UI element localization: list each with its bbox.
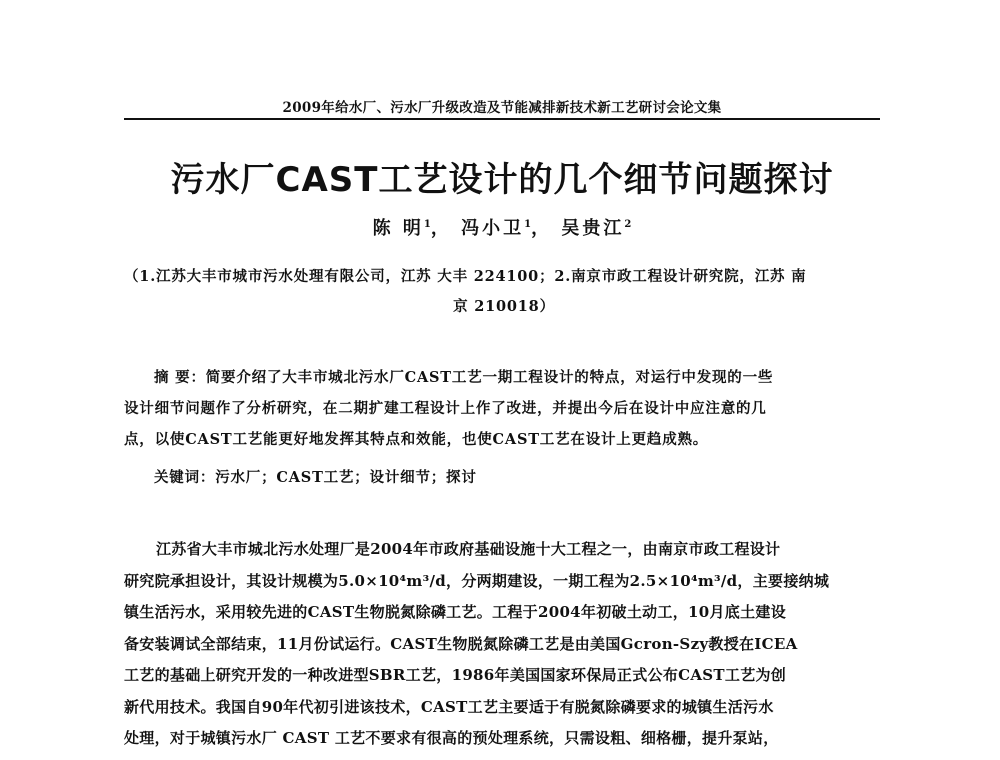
affiliation-line: 京 210018）: [453, 298, 555, 315]
body-paragraph: [124, 534, 884, 755]
keywords-label: 关键词：: [154, 469, 216, 486]
body-line: 新代用技术。我国自90年代初引进该技术，CAST工艺主要适于有脱氮除磷要求的城镇生活污水: [124, 697, 774, 716]
body-line: 工艺的基础上研究开发的一种改进型SBR工艺，1986年美国国家环保局正式公布CAST工艺为创: [124, 666, 787, 684]
author-name: 陈 明: [372, 218, 424, 239]
body-line: 江苏省大丰市城北污水处理厂是2004年市政府基础设施十大工程之一，由南京市政工程设计: [156, 540, 781, 558]
author-name: 吴贵江: [561, 218, 625, 239]
header-rule: [124, 118, 880, 120]
body-line: 研究院承担设计，其设计规模为5.0×10⁴m³/d，分两期建设，一期工程为2.5×10⁴m³/d，主要接纳城: [124, 571, 830, 590]
affiliation-line: （1.江苏大丰市城市污水处理有限公司，江苏 大丰 224100；2.南京市政工程设计研究院，江苏 南: [124, 268, 807, 285]
paper-title: 污水厂CAST工艺设计的几个细节问题探讨: [170, 160, 834, 200]
abstract: [124, 362, 884, 455]
abstract-label: 摘 要：: [154, 369, 206, 386]
abstract-line: 点，以使CAST工艺能更好地发挥其特点和效能，也使CAST工艺在设计上更趋成熟。: [124, 431, 709, 448]
author-list: 陈 明$^1$， 冯小卫$^1$， 吴贵江$^2$: [372, 218, 632, 239]
affiliation-mark: 1: [524, 219, 532, 230]
keywords: [154, 466, 884, 487]
affiliation-mark: 1: [423, 219, 431, 230]
abstract-line: [124, 362, 884, 393]
affiliations: [124, 262, 884, 322]
keywords-text: 污水厂；CAST工艺；设计细节；探讨: [215, 469, 477, 486]
author-name: 冯小卫: [461, 218, 525, 239]
affiliation-mark: 2: [624, 219, 632, 230]
body-line: 备安装调试全部结束，11月份试运行。CAST生物脱氮除磷工艺是由美国Gcron-Szy教授在ICEA: [124, 634, 798, 653]
abstract-line: 设计细节问题作了分析研究，在二期扩建工程设计上作了改进，并提出今后在设计中应注意的几: [124, 400, 767, 417]
running-header: 2009年给水厂、污水厂升级改造及节能减排新技术新工艺研讨会论文集: [282, 100, 722, 116]
abstract-text: 简要介绍了大丰市城北污水厂CAST工艺一期工程设计的特点，对运行中发现的一些: [205, 369, 774, 386]
body-line: 处理，对于城镇污水厂 CAST 工艺不要求有很高的预处理系统，只需设粗、细格栅，提升泵站，: [124, 729, 779, 747]
body-line: 镇生活污水，采用较先进的CAST生物脱氮除磷工艺。工程于2004年初破土动工，10月底土建设: [124, 603, 786, 621]
